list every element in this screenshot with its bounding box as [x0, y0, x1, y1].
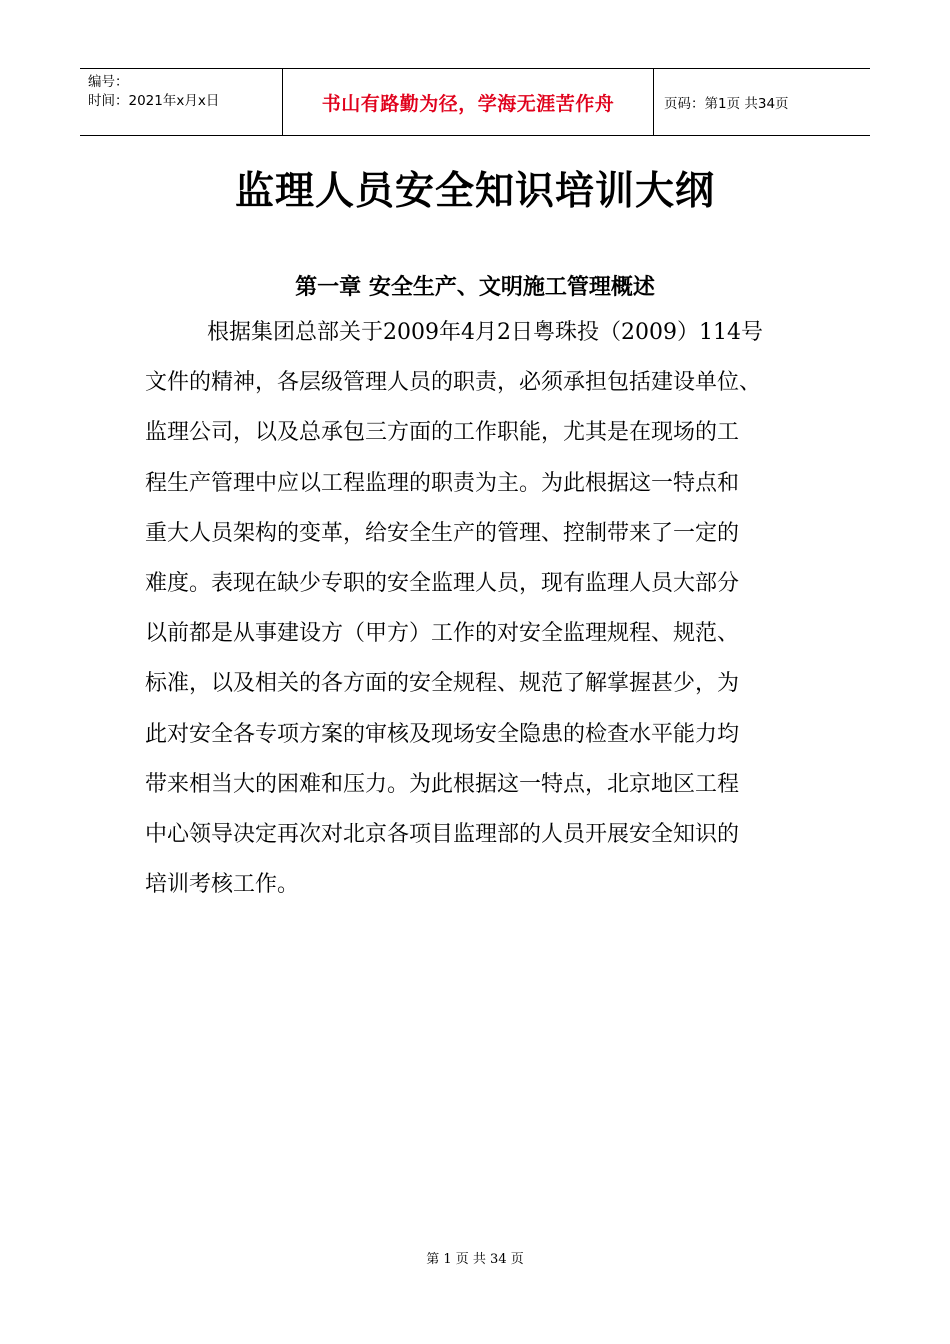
document-number-label: 编号：: [88, 74, 129, 90]
paragraph-line: 中心领导决定再次对北京各项目监理部的人员开展安全知识的: [145, 821, 740, 847]
paragraph-line: 根据集团总部关于2009年4月2日粤珠投（2009）114号: [207, 320, 763, 345]
header-page-cell: [654, 69, 870, 135]
paragraph-line: 以前都是从事建设方（甲方）工作的对安全监理规程、规范、: [145, 621, 740, 647]
paragraph-line: 监理公司，以及总承包三方面的工作职能，尤其是在现场的工: [145, 420, 740, 446]
document-date: 时间：2021年x月x日: [88, 93, 220, 109]
paragraph-line: 带来相当大的困难和压力。为此根据这一特点，北京地区工程: [145, 771, 740, 797]
paragraph-line: 难度。表现在缺少专职的安全监理人员，现有监理人员大部分: [145, 570, 740, 596]
header-motto: 书山有路勤为径，学海无涯苦作舟: [321, 92, 615, 115]
paragraph-line: 重大人员架构的变革，给安全生产的管理、控制带来了一定的: [145, 520, 740, 546]
paragraph-line: 文件的精神，各层级管理人员的职责，必须承担包括建设单位、: [145, 370, 762, 396]
header-motto-cell: [282, 69, 654, 135]
paragraph-line: 程生产管理中应以工程监理的职责为主。为此根据这一特点和: [145, 470, 740, 496]
paragraph-line: 培训考核工作。: [145, 872, 300, 898]
header-meta-cell: [80, 69, 282, 135]
chapter-heading: 第一章 安全生产、文明施工管理概述: [295, 275, 655, 300]
header-table: [80, 68, 870, 136]
page-footer: 第 1 页 共 34 页: [426, 1252, 524, 1267]
document-title: 监理人员安全知识培训大纲: [234, 169, 715, 214]
header-page-info: 页码：第1页 共34页: [664, 96, 789, 112]
paragraph-line: 标准，以及相关的各方面的安全规程、规范了解掌握甚少，为: [145, 671, 740, 697]
body-paragraph: [145, 314, 825, 916]
paragraph-line: 此对安全各专项方案的审核及现场安全隐患的检查水平能力均: [145, 721, 740, 747]
